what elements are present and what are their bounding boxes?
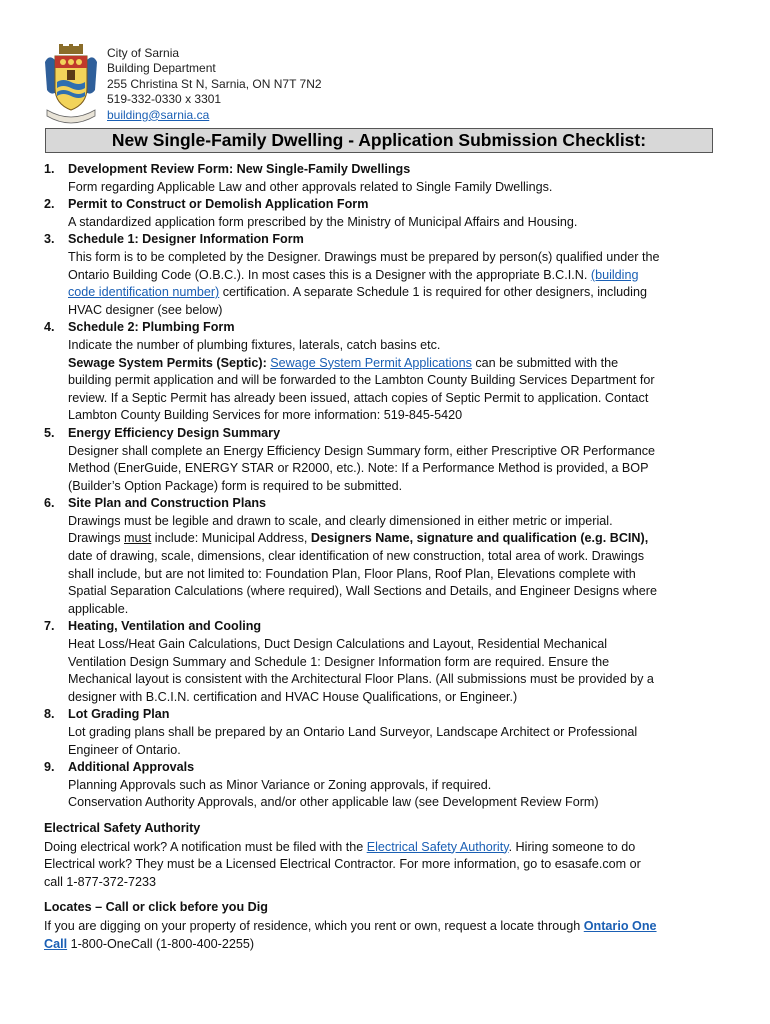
item-number: 6. — [44, 496, 55, 511]
checklist-item-9 — [44, 759, 724, 812]
ontario-one-call-link-continued[interactable]: Call — [44, 936, 68, 951]
item-number: 9. — [44, 760, 55, 775]
checklist-item-2 — [44, 196, 724, 231]
item-text: Conservation Authority Approvals, and/or other applicable law (see Development Review Form) — [68, 795, 599, 810]
item-number: 3. — [44, 232, 55, 247]
electrical-text: call 1-877-372-7233 — [44, 874, 157, 889]
item-text — [68, 530, 724, 548]
item-number: 5. — [44, 425, 55, 440]
item-text: designer with B.C.I.N. certification and HVAC House Qualifications, or Engineer.) — [68, 689, 518, 704]
item-text-part: Drawings — [68, 531, 124, 546]
header-contact — [107, 46, 322, 123]
city-crest-logo — [43, 44, 99, 126]
item-text: Method (EnerGuide, ENERGY STAR or R2000, etc.). Note: If a Performance Method is provided, a BOP — [68, 461, 649, 476]
item-text: Form regarding Applicable Law and other approvals related to Single Family Dwellings. — [68, 179, 553, 194]
item-heading: Lot Grading Plan — [68, 707, 170, 722]
address: 255 Christina St N, Sarnia, ON N7T 7N2 — [107, 76, 322, 91]
text-part: If you are digging on your property of residence, which you rent or own, request a locate through — [44, 918, 584, 933]
page-title: New Single-Family Dwelling - Application Submission Checklist: — [111, 130, 647, 150]
checklist-item-3 — [44, 231, 724, 319]
item-heading: Permit to Construct or Demolish Application Form — [68, 197, 369, 212]
septic-label: Sewage System Permits (Septic): — [68, 355, 271, 370]
item-heading: Energy Efficiency Design Summary — [68, 425, 281, 440]
septic-line — [68, 355, 724, 373]
item-text — [68, 284, 724, 302]
item-number: 7. — [44, 619, 55, 634]
item-text-part: certification. A separate Schedule 1 is required for other designers, including — [219, 285, 647, 300]
item-text: A standardized application form prescribed by the Ministry of Municipal Affairs and Housing. — [68, 214, 578, 229]
item-text: Mechanical layout is consistent with the Architectural Floor Plans. (All submissions must be provided by a — [68, 672, 654, 687]
checklist-item-7 — [44, 618, 724, 706]
item-heading: Development Review Form: New Single-Family Dwellings — [68, 162, 411, 176]
item-number: 1. — [44, 162, 55, 176]
checklist-item-6 — [44, 495, 724, 618]
electrical-text: Electrical work? They must be a Licensed Electrical Contractor. For more information, go to esasafe.com or — [44, 857, 641, 872]
electrical-text — [44, 839, 724, 857]
checklist-item-8 — [44, 706, 724, 759]
item-heading: Additional Approvals — [68, 760, 195, 775]
item-text: Indicate the number of plumbing fixtures, laterals, catch basins etc. — [68, 337, 441, 352]
text-part: Doing electrical work? A notification must be filed with the — [44, 839, 367, 854]
bcin-link[interactable]: (building — [590, 267, 639, 282]
item-text-part: can be submitted with the — [471, 355, 619, 370]
item-text: Planning Approvals such as Minor Variance or Zoning approvals, if required. — [68, 777, 492, 792]
electrical-section — [44, 820, 724, 891]
item-text: applicable. — [68, 601, 129, 616]
item-text: Engineer of Ontario. — [68, 742, 181, 757]
org-name: City of Sarnia — [107, 46, 180, 60]
checklist-item-5 — [44, 425, 724, 495]
item-number: 2. — [44, 197, 55, 212]
checklist — [44, 161, 724, 953]
item-heading: Schedule 1: Designer Information Form — [68, 232, 304, 247]
item-number: 4. — [44, 320, 55, 335]
item-text: This form is to be completed by the Designer. Drawings must be prepared by person(s) qualified under the — [68, 249, 660, 264]
text-part: . Hiring someone to do — [508, 839, 636, 854]
item-heading: Schedule 2: Plumbing Form — [68, 320, 235, 335]
department-name: Building Department — [107, 61, 216, 76]
designer-requirement: Designers Name, signature and qualification (e.g. BCIN), — [310, 531, 649, 546]
emphasis-must: must — [124, 531, 152, 546]
page-title-box — [45, 128, 713, 153]
item-text: date of drawing, scale, dimensions, clear identification of new construction, total area of work. Drawings — [68, 549, 645, 564]
item-heading: Site Plan and Construction Plans — [68, 496, 267, 511]
locates-text — [44, 936, 724, 954]
item-text: Lot grading plans shall be prepared by an Ontario Land Surveyor, Landscape Architect or Professional — [68, 725, 638, 739]
item-text-part: Ontario Building Code (O.B.C.). In most cases this is a Designer with the appropriate B.C.I.N. — [68, 267, 591, 282]
item-text: review. If a Septic Permit has already been issued, attach copies of Septic Permit to application. Contact — [68, 390, 649, 405]
item-text: shall include, but are not limited to: Foundation Plan, Floor Plans, Roof Plan, Elevations complete with — [68, 566, 636, 581]
checklist-item-1 — [44, 161, 724, 196]
item-text: Heat Loss/Heat Gain Calculations, Duct Design Calculations and Layout, Residential Mechanical — [68, 637, 608, 652]
ontario-one-call-link[interactable]: Ontario One — [583, 918, 657, 933]
item-heading: Heating, Ventilation and Cooling — [68, 619, 262, 634]
item-text: Ventilation Design Summary and Schedule 1: Designer Information form are required. Ensure the — [68, 654, 610, 669]
item-text: HVAC designer (see below) — [68, 302, 223, 317]
locates-section — [44, 899, 724, 953]
bcin-link-continued[interactable]: code identification number) — [68, 285, 220, 300]
item-text: Designer shall complete an Energy Efficiency Design Summary form, either Prescriptive OR Performance — [68, 443, 656, 458]
item-number: 8. — [44, 707, 55, 722]
item-text: Drawings must be legible and drawn to scale, and clearly dimensioned in either metric or imperial. — [68, 513, 613, 528]
item-text — [68, 267, 724, 285]
phone: 519-332-0330 x 3301 — [107, 92, 222, 107]
esa-link[interactable]: Electrical Safety Authority — [366, 839, 509, 854]
checklist-item-4 — [44, 319, 724, 425]
item-text: Lambton County Building Services for more information: 519-845-5420 — [68, 408, 463, 423]
item-text: Spatial Separation Calculations (where required), Wall Sections and Details, and Engineer Designs where — [68, 584, 657, 599]
locates-text — [44, 918, 724, 936]
item-text: building permit application and will be forwarded to the Lambton County Building Services Department for — [68, 373, 655, 388]
electrical-heading: Electrical Safety Authority — [44, 820, 201, 835]
text-part: 1-800-OneCall (1-800-400-2255) — [67, 936, 255, 951]
septic-permit-link[interactable]: Sewage System Permit Applications — [270, 355, 472, 370]
email-link[interactable]: building@sarnia.ca — [107, 107, 210, 122]
item-text-part: include: Municipal Address, — [151, 531, 311, 546]
locates-heading: Locates – Call or click before you Dig — [44, 900, 268, 915]
item-text: (Builder’s Option Package) form is required to be submitted. — [68, 478, 403, 493]
